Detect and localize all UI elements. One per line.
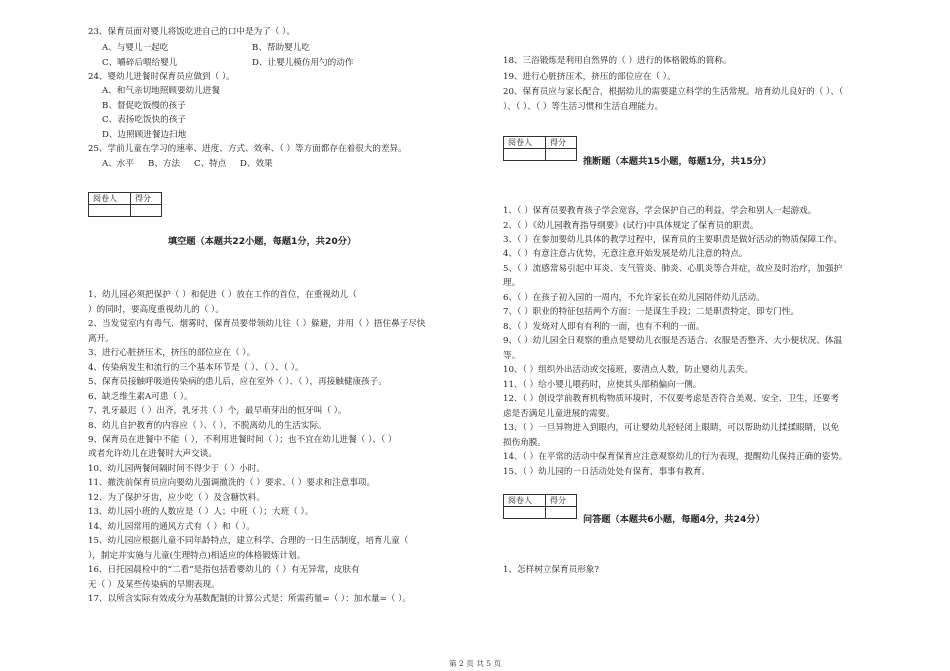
question-25: 25、学前儿童在学习的速率、进度、方式、效率、（ ）等方面都存在着很大的差异。 [88, 144, 407, 154]
judge-line: 理。 [503, 278, 521, 288]
fill-line: 6、缺乏维生素A可患（ ）。 [88, 392, 193, 402]
fill-line: 17、以所含实际有效成分为基数配制的计算公式是：所需药量=（ ）：加水量=（ ）。 [88, 594, 411, 604]
fill-line: 离开。 [88, 334, 114, 344]
fill-line: 5、保育员接触呼吸道传染病的患儿后，应在室外（ ）、（ ），再接触健康孩子。 [88, 377, 387, 387]
question-23: 23、保育员面对婴儿将饭吃进自己的口中是为了（ ）。 [88, 27, 296, 37]
judge-line: 8、（ ）发烧对人即有有利的一面，也有不利的一面。 [503, 322, 705, 332]
q23-option-c: C、嚼碎后喂给婴儿 [102, 58, 178, 68]
fill-line: 20、保育员应与家长配合，根据幼儿的需要建立科学的生活常规。培育幼儿良好的（ ）、（ [503, 87, 844, 97]
score-box-reviewer-label: 阅卷人 [89, 193, 131, 205]
fill-line: 19、进行心脏挤压术，挤压的部位应在（ ）。 [503, 72, 676, 82]
judge-line: 14、（ ）在平常的活动中保育保育应注意观察幼儿的行为表现，提醒幼儿保持正确的姿势。 [503, 452, 848, 462]
fill-line: 9、保育员在进餐中不能（ ），不利用进餐时间（ ）；也不宜在幼儿进餐（ ）、（ ） [88, 435, 397, 445]
score-box-reviewer-cell [504, 149, 546, 161]
fill-line: 11、撤洗前保育员应向要幼儿强调撤洗的（ ）要求、（ ）要求和注意事项。 [88, 478, 376, 488]
qa-section-title: 问答题（本题共6小题，每题4分，共24分） [583, 514, 765, 525]
score-box-reviewer-cell [89, 205, 131, 217]
fill-section-title: 填空题（本题共22小题，每题1分，共20分） [168, 236, 357, 247]
q24-option-c: C、表扬吃饭快的孩子 [102, 115, 186, 125]
q25-option-c: C、特点 [194, 159, 227, 169]
page-footer: 第 2 页 共 5 页 [448, 659, 502, 668]
score-box-score-label: 得分 [546, 495, 577, 507]
score-box [88, 192, 162, 217]
q23-options-row2 [102, 57, 353, 69]
fill-line: 10、幼儿园两餐间隔时间不得少于（ ）小时。 [88, 464, 265, 474]
score-box-reviewer-cell [504, 507, 546, 519]
q24-option-a: A、和气亲切地照顾要幼儿进餐 [102, 86, 220, 96]
judge-line: 13、（ ）一旦异物进入到眼内，可让婴幼儿轻轻闭上眼睛，可以帮助幼儿揉揉眼睛，以免 [503, 423, 839, 433]
q23-option-a: A、与婴儿一起吃 [102, 43, 169, 53]
score-box-reviewer-label: 阅卷人 [504, 137, 546, 149]
question-24: 24、婴幼儿进餐时保育员应做到（ ）。 [88, 72, 235, 82]
judge-line: 5、（ ）流感常易引起中耳炎、支气管炎、肺炎、心肌炎等合并症，故应及时治疗，加强护 [503, 264, 843, 274]
judge-line: 损伤角膜。 [503, 438, 546, 448]
judge-line: 9、（ ）幼儿园全日观察的重点是婴幼儿衣服是否适合、衣服是否整齐、大小便状况、体温 [503, 336, 843, 346]
judge-line: 11、（ ）给小婴儿喂药时，应使其头部稍偏向一侧。 [503, 380, 702, 390]
q25-option-b: B、方法 [148, 159, 181, 169]
fill-line: 无（ ）及某些传染病的早期表现。 [88, 580, 220, 590]
score-box-reviewer-label: 阅卷人 [504, 495, 546, 507]
judge-line: 10、（ ）组织外出活动或交接班，要清点人数，防止婴幼儿丢失。 [503, 365, 753, 375]
judge-line: 12、（ ）创设学前教育机构物质环境时，不仅要考虑是否符合美观、安全、卫生，还要考 [503, 394, 839, 404]
fill-line: 16、日托园晨检中的“二看”是指包括看婴幼儿的（ ）有无异常，皮肤有 [88, 565, 360, 575]
fill-line: 18、三浴锻炼是利用自然界的（ ）进行的体格锻炼的简称。 [503, 56, 732, 66]
fill-line: 14、幼儿园常用的通风方式有（ ）和（ ）。 [88, 522, 255, 532]
q24-option-d: D、边照顾进餐边扫地 [102, 130, 187, 140]
fill-line: 4、传染病发生和流行的三个基本环节是（ ）、（ ）、（ ）。 [88, 363, 304, 373]
fill-line: 3、进行心脏挤压术，挤压的部位应在（ ）。 [88, 348, 256, 358]
judge-line: 2、（ ）《幼儿园教育指导纲要》(试行)中具体规定了保育员的职责。 [503, 221, 759, 231]
q25-option-a: A、水平 [102, 159, 134, 169]
score-box [503, 136, 577, 161]
q25-option-d: D、效果 [240, 159, 273, 169]
score-box-score-cell [131, 205, 162, 217]
q25-options [102, 158, 273, 170]
fill-line: 1、幼儿园必须把保护（ ）和促进（ ）放在工作的首位，在重视幼儿（ [88, 290, 357, 300]
judge-line: 15、（ ）幼儿园的一日活动处处有保育，事事有教育。 [503, 467, 711, 477]
fill-line: 2、当发觉室内有毒气、烟雾时，保育员要带领幼儿往（ ）躲避，并用（ ）捂住鼻子尽快 [88, 319, 426, 329]
fill-line: 15、幼儿园应根据儿童不同年龄特点，建立科学、合理的一日生活制度，培育儿童（ [88, 536, 409, 546]
q24-option-b: B、督促吃饭慢的孩子 [102, 101, 186, 111]
judge-line: 等。 [503, 351, 521, 361]
judge-line: 7、（ ）职业的特征包括两个方面：一是谋生手段；二是职责特定，即专门性。 [503, 307, 800, 317]
fill-line: 8、幼儿自护教育的内容应（ ）、（ ），不脱离幼儿的生活实际。 [88, 421, 327, 431]
fill-line: 7、乳牙最迟（ ）出齐，乳牙共（ ）个，最早萌芽出的恒牙叫（ ）。 [88, 406, 347, 416]
score-box-score-cell [546, 507, 577, 519]
fill-line: ）的同时，要高度重视幼儿的（ ）。 [88, 305, 224, 315]
q23-options-row1 [102, 42, 310, 54]
judge-section-title: 推断题（本题共15小题，每题1分，共15分） [583, 156, 772, 167]
score-box [503, 494, 577, 519]
q23-option-d: D、让婴儿模仿用勺的动作 [252, 58, 354, 68]
judge-line: 虑是否满足儿童进展的需要。 [503, 409, 615, 419]
fill-line: 12、为了保护牙齿，应少吃（ ）及含糖饮料。 [88, 493, 265, 503]
fill-line: ），制定并实施与儿童(生理特点)相适应的体格锻炼计划。 [88, 551, 306, 561]
fill-line: ）、（ ）、（ ）等生活习惯和生活自理能力。 [503, 102, 664, 112]
judge-line: 3、（ ）在参加要幼儿具体的教学过程中，保育员的主要职责是做好活动的物质保障工作。 [503, 235, 843, 245]
q23-option-b: B、帮助婴儿吃 [252, 43, 310, 53]
judge-line: 4、（ ）有意注意占优势，无意注意开始发展是幼儿注意的特点。 [503, 249, 748, 259]
fill-line: 13、幼儿园小班的人数应是（ ）人；中班（ ）；大班（ ）。 [88, 507, 314, 517]
score-box-score-cell [546, 149, 577, 161]
qa-question-1: 1、怎样树立保育员形象? [503, 565, 600, 575]
score-box-score-label: 得分 [131, 193, 162, 205]
score-box-score-label: 得分 [546, 137, 577, 149]
judge-line: 1、（ ）保育员要教育孩子学会宽容，学会保护自己的利益，学会和别人一起游戏。 [503, 206, 817, 216]
judge-line: 6、（ ）在孩子初入园的一周内，不允许家长在幼儿园陪伴幼儿活动。 [503, 293, 765, 303]
fill-line: 或者允许幼儿在进餐时大声交谈。 [88, 449, 217, 459]
